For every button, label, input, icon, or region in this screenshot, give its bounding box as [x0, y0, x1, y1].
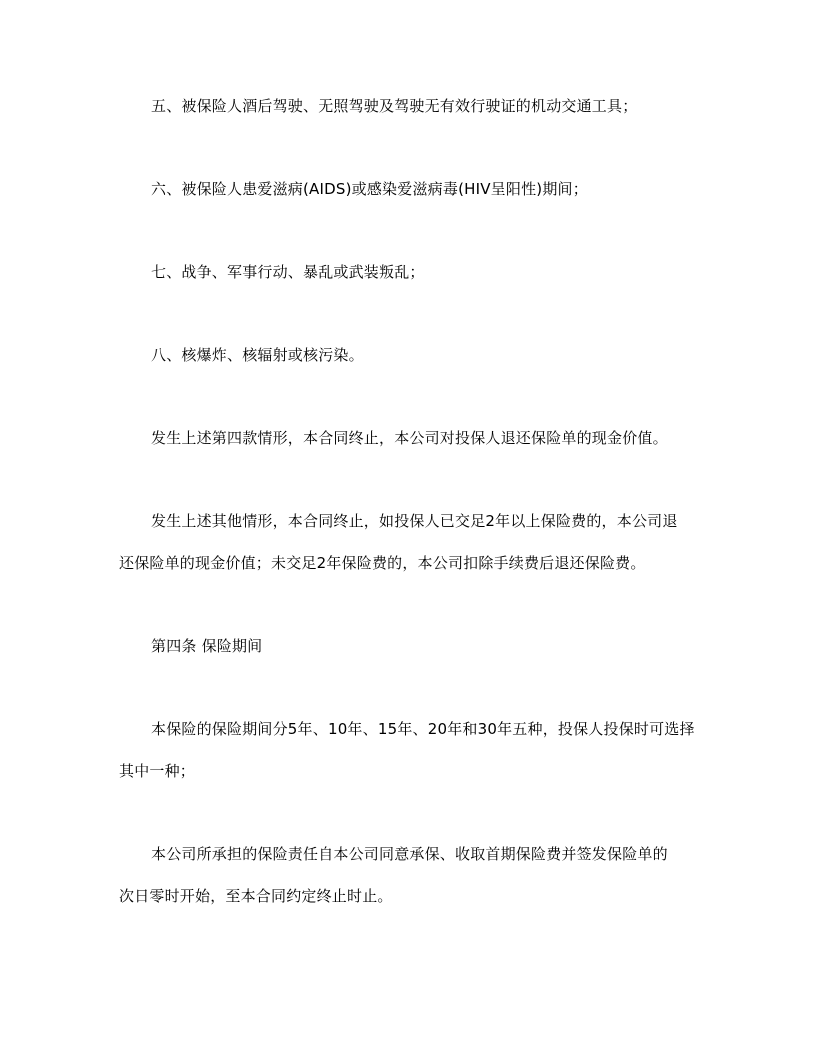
termination-clause-four: 发生上述第四款情形，本合同终止，本公司对投保人退还保险单的现金价值。 — [151, 429, 668, 447]
liability-start-line-1: 本公司所承担的保险责任自本公司同意承保、收取首期保险费并签发保险单的 — [151, 845, 668, 863]
insurance-period-line-2: 其中一种； — [119, 762, 196, 780]
clause-eight: 八、核爆炸、核辐射或核污染。 — [151, 346, 364, 364]
clause-seven: 七、战争、军事行动、暴乱或武装叛乱； — [151, 263, 425, 281]
liability-start-line-2: 次日零时开始，至本合同约定终止时止。 — [119, 887, 393, 905]
clause-six: 六、被保险人患爱滋病(AIDS)或感染爱滋病毒(HIV呈阳性)期间； — [151, 180, 588, 198]
clause-five: 五、被保险人酒后驾驶、无照驾驶及驾驶无有效行驶证的机动交通工具； — [151, 97, 638, 115]
article-four-heading: 第四条 保险期间 — [151, 637, 263, 655]
insurance-period-line-1: 本保险的保险期间分5年、10年、15年、20年和30年五种，投保人投保时可选择 — [151, 720, 695, 738]
termination-other-line-1: 发生上述其他情形，本合同终止，如投保人已交足2年以上保险费的，本公司退 — [151, 512, 678, 530]
termination-other-line-2: 还保险单的现金价值；未交足2年保险费的，本公司扣除手续费后退还保险费。 — [119, 554, 646, 572]
